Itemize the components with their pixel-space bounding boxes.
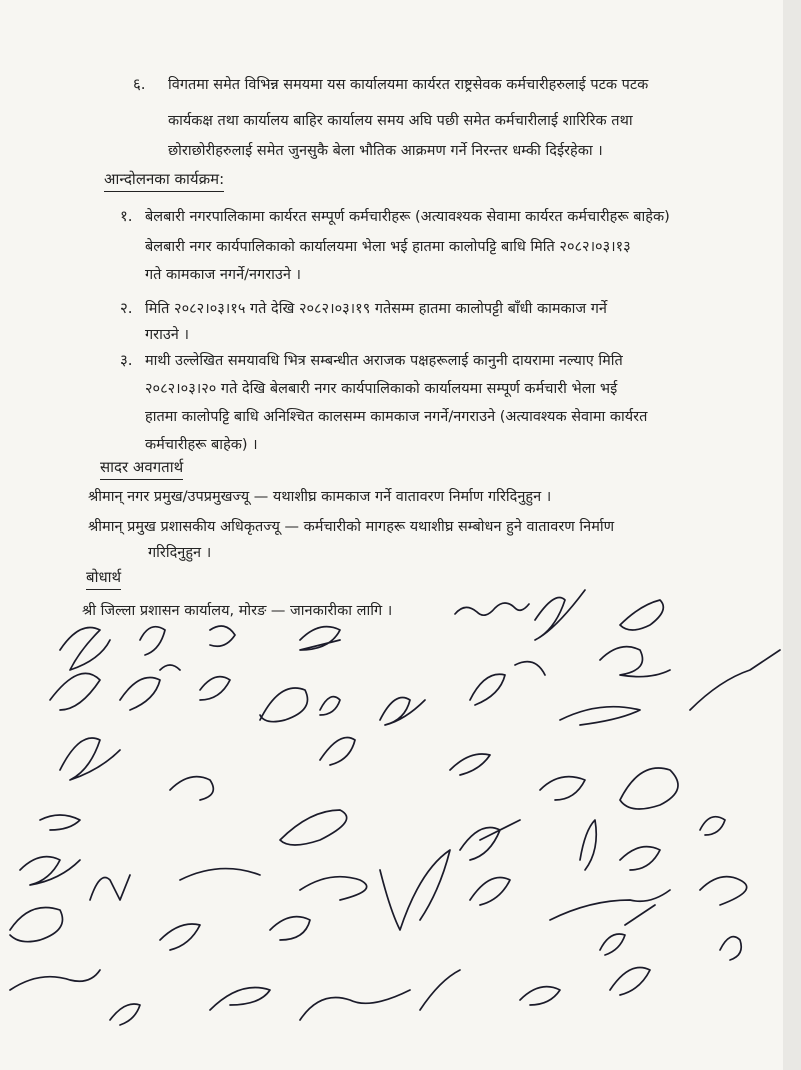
signature — [140, 627, 165, 655]
program-2-number: २. — [120, 299, 133, 317]
signature — [520, 987, 560, 1005]
signature — [300, 990, 410, 1020]
signature — [280, 810, 347, 845]
program-1-line-3: गते कामकाज नगर्ने/नगराउने । — [145, 267, 301, 283]
signature — [270, 917, 310, 940]
signature — [10, 908, 63, 942]
signature — [620, 768, 678, 809]
program-heading: आन्दोलनका कार्यक्रम: — [104, 168, 224, 192]
signature — [120, 665, 180, 710]
signature — [720, 937, 741, 960]
program-3-line-1: माथी उल्लेखित समयावधि भित्र सम्बन्धीत अराजक पक्षहरूलाई कानुनी दायरामा नल्याए मिति — [145, 353, 623, 369]
signature — [600, 905, 655, 955]
signature — [610, 968, 650, 996]
sadar-heading: सादर अवगतार्थ — [100, 456, 183, 480]
signature — [620, 847, 660, 870]
signature — [470, 662, 545, 705]
signatures-area — [0, 570, 783, 1070]
signature — [690, 650, 780, 710]
signature — [420, 970, 460, 1010]
signature — [180, 869, 260, 880]
program-3-line-2: २०८२।०३।२० गते देखि बेलबारी नगर कार्यपालिकाको कार्यालयमा सम्पूर्ण कर्मचारी भेला भई — [145, 381, 618, 397]
signature — [455, 603, 529, 615]
program-3-number: ३. — [120, 351, 133, 369]
signature — [540, 777, 585, 800]
program-1-line-2: बेलबारी नगर कार्यपालिकाको कार्यालयमा भेला भई हातमा कालोपट्टि बाधि मिति २०८२।०३।१३ — [145, 239, 631, 255]
signature — [210, 626, 235, 646]
signature — [60, 738, 120, 780]
signature — [700, 817, 725, 835]
program-3-line-4: कर्मचारीहरू बाहेक) । — [145, 437, 258, 453]
signature — [170, 777, 213, 800]
page-edge — [783, 0, 801, 1070]
item-6-line-3: छोराछोरीहरुलाई समेत जुनसुकै बेला भौतिक आक्रमण गर्ने निरन्तर धम्की दिईरहेका । — [168, 143, 603, 159]
bodharth-heading: बोधार्थ — [86, 566, 121, 590]
signature — [110, 1004, 140, 1025]
signature — [535, 590, 585, 640]
program-1-number: १. — [120, 207, 133, 225]
program-1-line-1: बेलबारी नगरपालिकामा कार्यरत सम्पूर्ण कर्मचारीहरू (अत्यावश्यक सेवामा कार्यरत कर्मचारीहरू बाहेक) — [145, 209, 670, 225]
item-6-number: ६. — [133, 75, 146, 93]
signature — [320, 697, 340, 715]
sadar-line-3: गरिदिनुहुन । — [148, 545, 212, 561]
signature — [200, 677, 230, 700]
signature — [160, 924, 200, 950]
signature — [700, 877, 747, 905]
signature — [210, 988, 270, 1011]
bodharth-line: श्री जिल्ला प्रशासन कार्यालय, मोरङ — जानकारीका लागि । — [82, 603, 393, 619]
signature — [20, 857, 80, 885]
signature — [10, 970, 100, 990]
signature — [260, 688, 308, 722]
signature — [320, 738, 355, 766]
signature — [40, 815, 80, 830]
signature — [560, 707, 640, 725]
program-3-line-3: हातमा कालोपट्टि बाधि अनिश्चित कालसम्म कामकाज नगर्ने/नगराउने (अत्यावश्यक सेवामा कार्यरत — [145, 409, 648, 425]
program-2-line-2: गराउने । — [145, 327, 189, 343]
signature — [550, 890, 670, 920]
item-6-line-1: विगतमा समेत विभिन्न समयमा यस कार्यालयमा कार्यरत राष्ट्रसेवक कर्मचारीहरुलाई पटक पटक — [168, 77, 649, 93]
program-2-line-1: मिति २०८२।०३।१५ गते देखि २०८२।०३।१९ गतेसम्म हातमा कालोपट्टी बाँधी कामकाज गर्ने — [145, 301, 607, 317]
signature — [50, 673, 100, 710]
sadar-line-2: श्रीमान् प्रमुख प्रशासकीय अधिकृतज्यू — कर्मचारीको मागहरू यथाशीघ्र सम्बोधन हुने वातावरण निर्माण — [88, 519, 615, 535]
signature — [380, 698, 425, 726]
signature — [90, 875, 130, 900]
signature — [600, 647, 670, 677]
signature — [470, 878, 510, 906]
signature — [300, 627, 340, 650]
signature — [620, 600, 663, 630]
signature-group — [10, 590, 780, 1025]
signature — [300, 877, 367, 900]
signature — [460, 820, 520, 860]
signature — [380, 850, 450, 930]
item-6-line-2: कार्यकक्ष तथा कार्यालय बाहिर कार्यालय समय अघि पछी समेत कर्मचारीलाई शारिरिक तथा — [168, 113, 633, 129]
sadar-line-1: श्रीमान् नगर प्रमुख/उपप्रमुखज्यू — यथाशीघ्र कामकाज गर्ने वातावरण निर्माण गरिदिनुहुन । — [88, 489, 552, 505]
signature — [450, 754, 490, 775]
signature — [60, 628, 110, 671]
signature — [580, 820, 596, 870]
